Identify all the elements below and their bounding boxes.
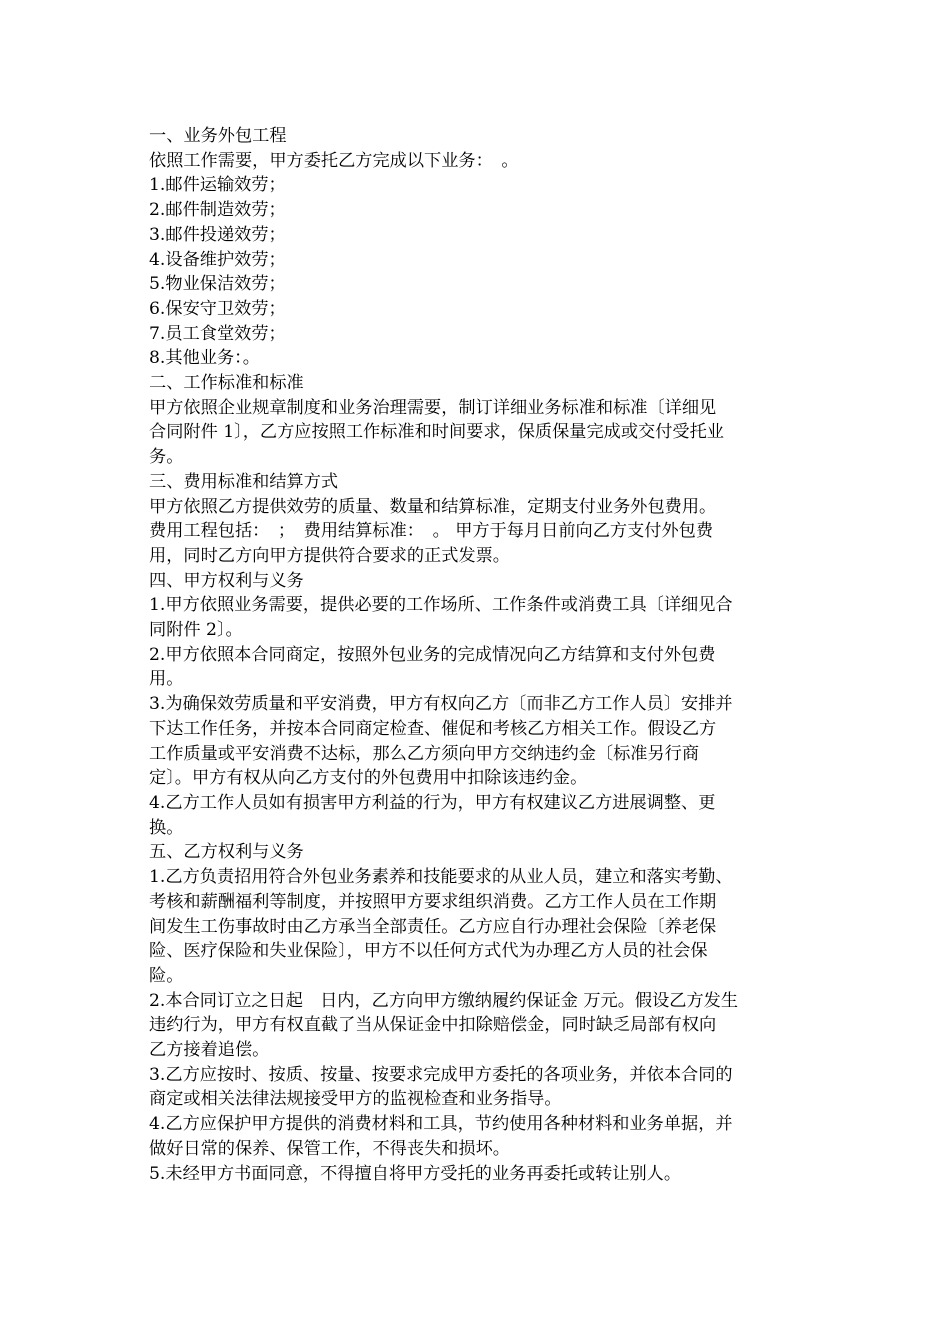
section4-item-4 (149, 791, 814, 840)
contract-page (149, 124, 814, 1186)
list-item: 3.邮件投递效劳； (149, 224, 286, 245)
body-line: 1.甲方依照业务需要，提供必要的工作场所、工作条件或消费工具〔详细见合 (149, 595, 733, 616)
body-line: 定〕。甲方有权从向乙方支付的外包费用中扣除该违约金。 (149, 768, 588, 789)
body-line: 费用工程包括： ； 费用结算标准： 。 甲方于每月日前向乙方支付外包费 (149, 521, 714, 542)
list-item: 7.员工食堂效劳； (149, 323, 286, 344)
body-line: 工作质量或平安消费不达标，那么乙方须向甲方交纳违约金〔标准另行商 (149, 743, 700, 764)
list-item: 6.保安守卫效劳； (149, 298, 286, 319)
body-line: 甲方依照企业规章制度和业务治理需要，制订详细业务标准和标准〔详细见 (149, 397, 717, 418)
body-line: 换。 (149, 817, 184, 838)
body-line: 商定或相关法律法规接受甲方的监视检查和业务指导。 (149, 1089, 562, 1110)
body-line: 险、医疗保险和失业保险〕，甲方不以任何方式代为办理乙方人员的社会保 (149, 941, 708, 962)
list-item: 1.邮件运输效劳； (149, 175, 286, 196)
body-line: 3.为确保效劳质量和平安消费，甲方有权向乙方〔而非乙方工作人员〕安排并 (149, 694, 733, 715)
body-line: 用，同时乙方向甲方提供符合要求的正式发票。 (149, 545, 510, 566)
body-line: 5.未经甲方书面同意，不得擅自将甲方受托的业务再委托或转让别人。 (149, 1163, 682, 1184)
body-line: 1.乙方负责招用符合外包业务素养和技能要求的从业人员，建立和落实考勤、 (149, 867, 733, 888)
section5-item-5 (149, 1162, 814, 1187)
body-line: 甲方依照乙方提供效劳的质量、数量和结算标准，定期支付业务外包费用。 (149, 496, 717, 517)
section3-heading: 三、费用标准和结算方式 (149, 471, 339, 492)
section5-item-2 (149, 989, 814, 1063)
body-line: 合同附件 1〕，乙方应按照工作标准和时间要求，保质保量完成或交付受托业 (149, 422, 724, 443)
body-line: 用。 (149, 669, 184, 690)
section1-heading: 一、业务外包工程 (149, 126, 287, 146)
body-line: 3.乙方应按时、按质、按量、按要求完成甲方委托的各项业务，并依本合同的 (149, 1064, 733, 1085)
section2-body (149, 396, 814, 470)
body-line: 违约行为，甲方有权直截了当从保证金中扣除赔偿金，同时缺乏局部有权向 (149, 1015, 717, 1036)
section4-item-2 (149, 643, 814, 692)
body-line: 间发生工伤事故时由乙方承当全部责任。乙方应自行办理社会保险〔养老保 (149, 916, 717, 937)
body-line: 考核和薪酬福利等制度，并按照甲方要求组织消费。乙方工作人员在工作期 (149, 891, 717, 912)
body-line: 乙方接着追偿。 (149, 1040, 270, 1061)
section5-item-3 (149, 1063, 814, 1112)
body-line: 同附件 2〕。 (149, 620, 243, 641)
body-line: 4.乙方工作人员如有损害甲方利益的行为，甲方有权建议乙方进展调整、更 (149, 792, 716, 813)
section1-intro: 依照工作需要，甲方委托乙方完成以下业务： 。 (149, 150, 519, 171)
body-line: 做好日常的保养、保管工作，不得丧失和损坏。 (149, 1138, 510, 1159)
body-line: 4.乙方应保护甲方提供的消费材料和工具，节约使用各种材料和业务单据，并 (149, 1114, 733, 1135)
section3-body (149, 495, 814, 569)
body-line: 2.甲方依照本合同商定，按照外包业务的完成情况向乙方结算和支付外包费 (149, 644, 716, 665)
section4-item-1 (149, 593, 814, 642)
section2-heading: 二、工作标准和标准 (149, 373, 304, 394)
body-line: 险。 (149, 965, 184, 986)
body-line: 务。 (149, 447, 184, 468)
section5-heading: 五、乙方权利与义务 (149, 842, 304, 863)
section5-item-1 (149, 865, 814, 989)
list-item: 5.物业保洁效劳； (149, 274, 286, 295)
section4-heading: 四、甲方权利与义务 (149, 570, 304, 591)
body-line: 下达工作任务，并按本合同商定检查、催促和考核乙方相关工作。假设乙方 (149, 718, 717, 739)
list-item: 4.设备维护效劳； (149, 249, 286, 270)
list-item: 2.邮件制造效劳； (149, 200, 286, 221)
section4-item-3 (149, 692, 814, 791)
section5-item-4 (149, 1112, 814, 1161)
list-item: 8.其他业务：。 (149, 348, 260, 369)
body-line: 2.本合同订立之日起 日内，乙方向甲方缴纳履约保证金 万元。假设乙方发生 (149, 990, 739, 1011)
